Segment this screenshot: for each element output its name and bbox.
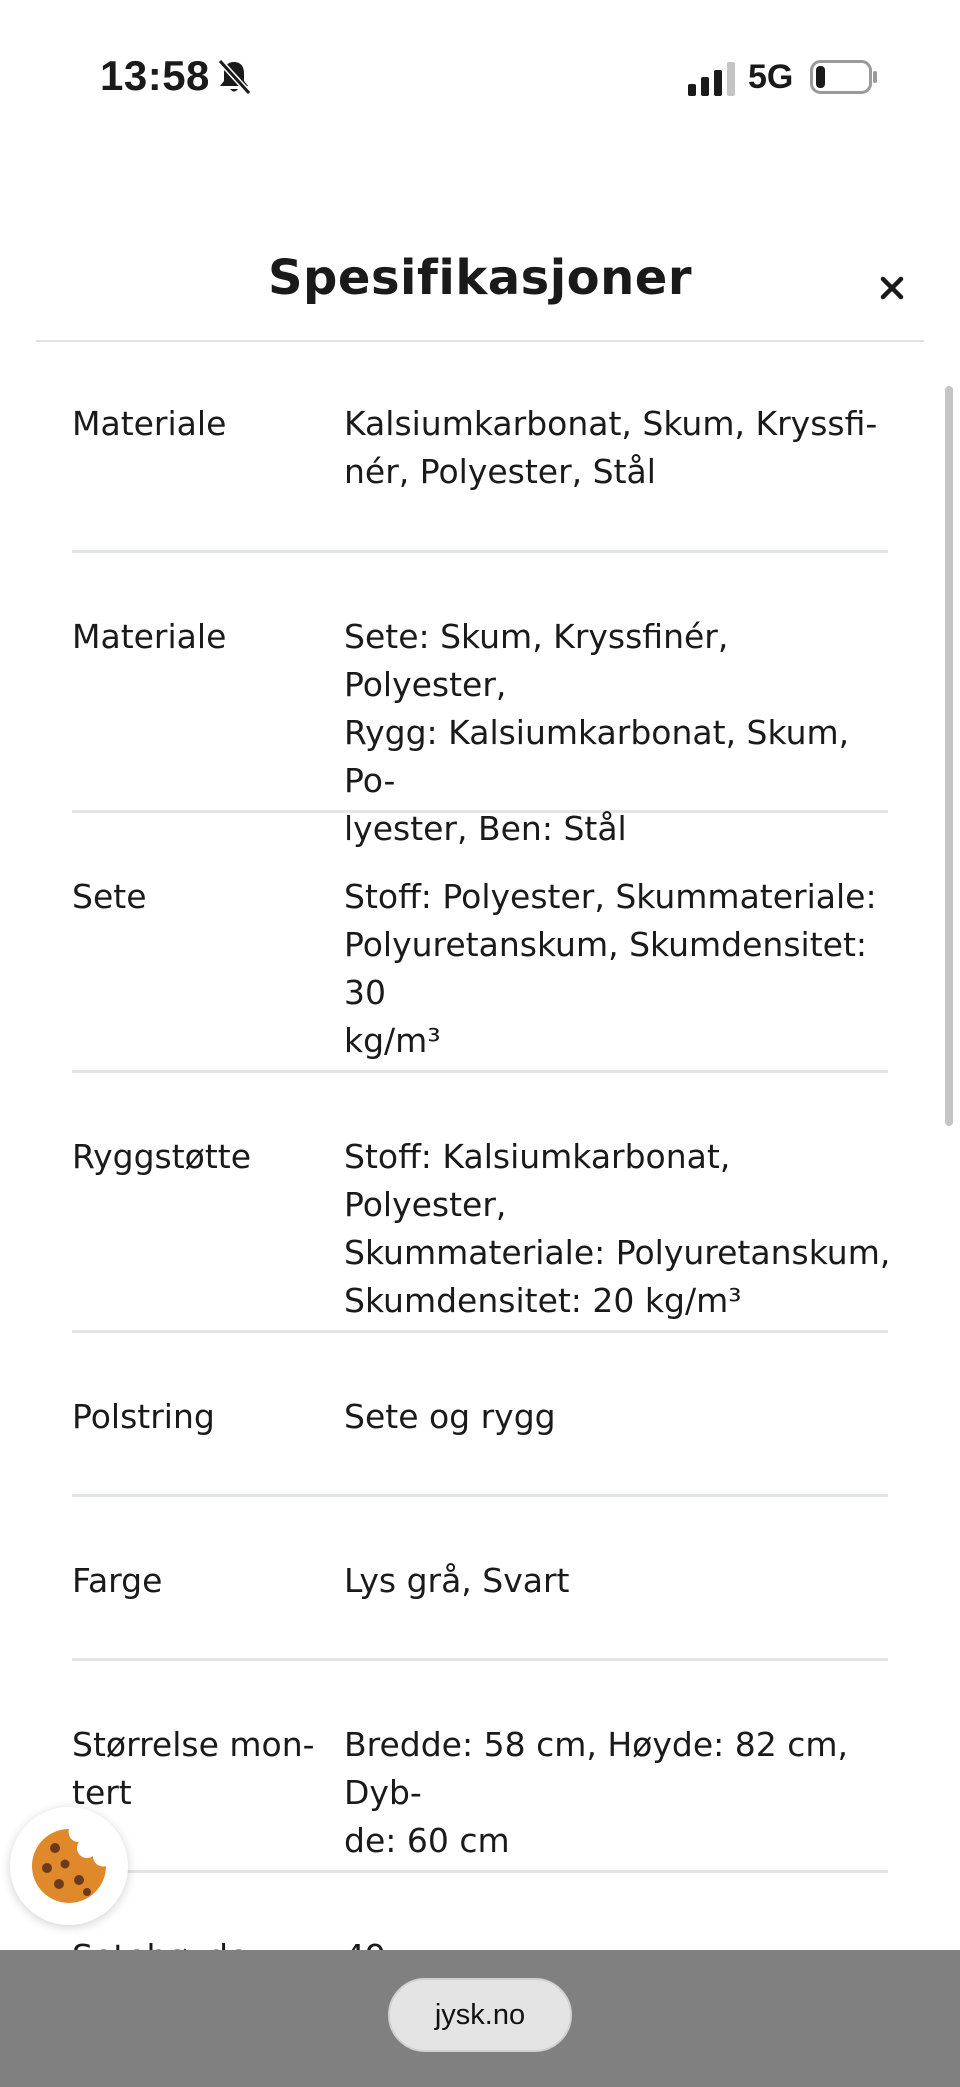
cookie-settings-button[interactable]: [10, 1807, 128, 1925]
spec-value: Kalsiumkarbonat, Skum, Kryssfi- nér, Polyester, Stål: [344, 404, 878, 491]
spec-value: Stoff: Kalsiumkarbonat, Polyester, Skummateriale: Polyuretanskum, Skumdensitet: 20 kg/m³: [344, 1137, 891, 1320]
spec-label: Materiale: [72, 404, 227, 443]
spec-label: Farge: [72, 1561, 163, 1600]
spec-label: Materiale: [72, 617, 227, 656]
spec-value: Lys grå, Svart: [344, 1561, 570, 1600]
spec-value: Sete og rygg: [344, 1397, 556, 1436]
status-time: 13:58: [100, 52, 210, 99]
network-type: 5G: [748, 58, 794, 96]
spec-label: Polstring: [72, 1397, 215, 1436]
scrollbar[interactable]: [945, 386, 953, 1126]
modal-title: Spesifikasjoner: [267, 250, 693, 306]
spec-row: [72, 1661, 888, 1873]
status-bar: [0, 0, 960, 150]
spec-row: [72, 1333, 888, 1497]
modal-header: [36, 230, 924, 342]
close-icon[interactable]: [864, 260, 920, 316]
spec-label: Størrelse mon- tert: [72, 1725, 315, 1812]
spec-value: Stoff: Polyester, Skummateriale: Polyuretanskum, Skumdensitet: 30 kg/m³: [344, 877, 877, 1060]
spec-value: Sete: Skum, Kryssfinér, Polyester, Rygg: Kalsiumkarbonat, Skum, Po- lyester, Ben: Stål: [344, 617, 850, 848]
spec-value: Bredde: 58 cm, Høyde: 82 cm, Dyb- de: 60 cm: [344, 1725, 848, 1860]
bell-muted-icon: [216, 58, 252, 96]
spec-row: [72, 813, 888, 1073]
spec-row: [72, 1073, 891, 1333]
cellular-signal-icon: [688, 62, 736, 96]
spec-row: [72, 553, 888, 848]
spec-label: Sete: [72, 877, 147, 916]
battery-icon: [810, 60, 878, 94]
browser-bottom-bar: [0, 1950, 960, 2087]
cookie-icon: [29, 1826, 109, 1906]
spec-row: [72, 340, 888, 553]
spec-label: Ryggstøtte: [72, 1137, 252, 1176]
spec-list: [72, 340, 891, 2037]
address-bar[interactable]: jysk.no: [388, 1978, 572, 2052]
spec-row: [72, 1497, 888, 1661]
